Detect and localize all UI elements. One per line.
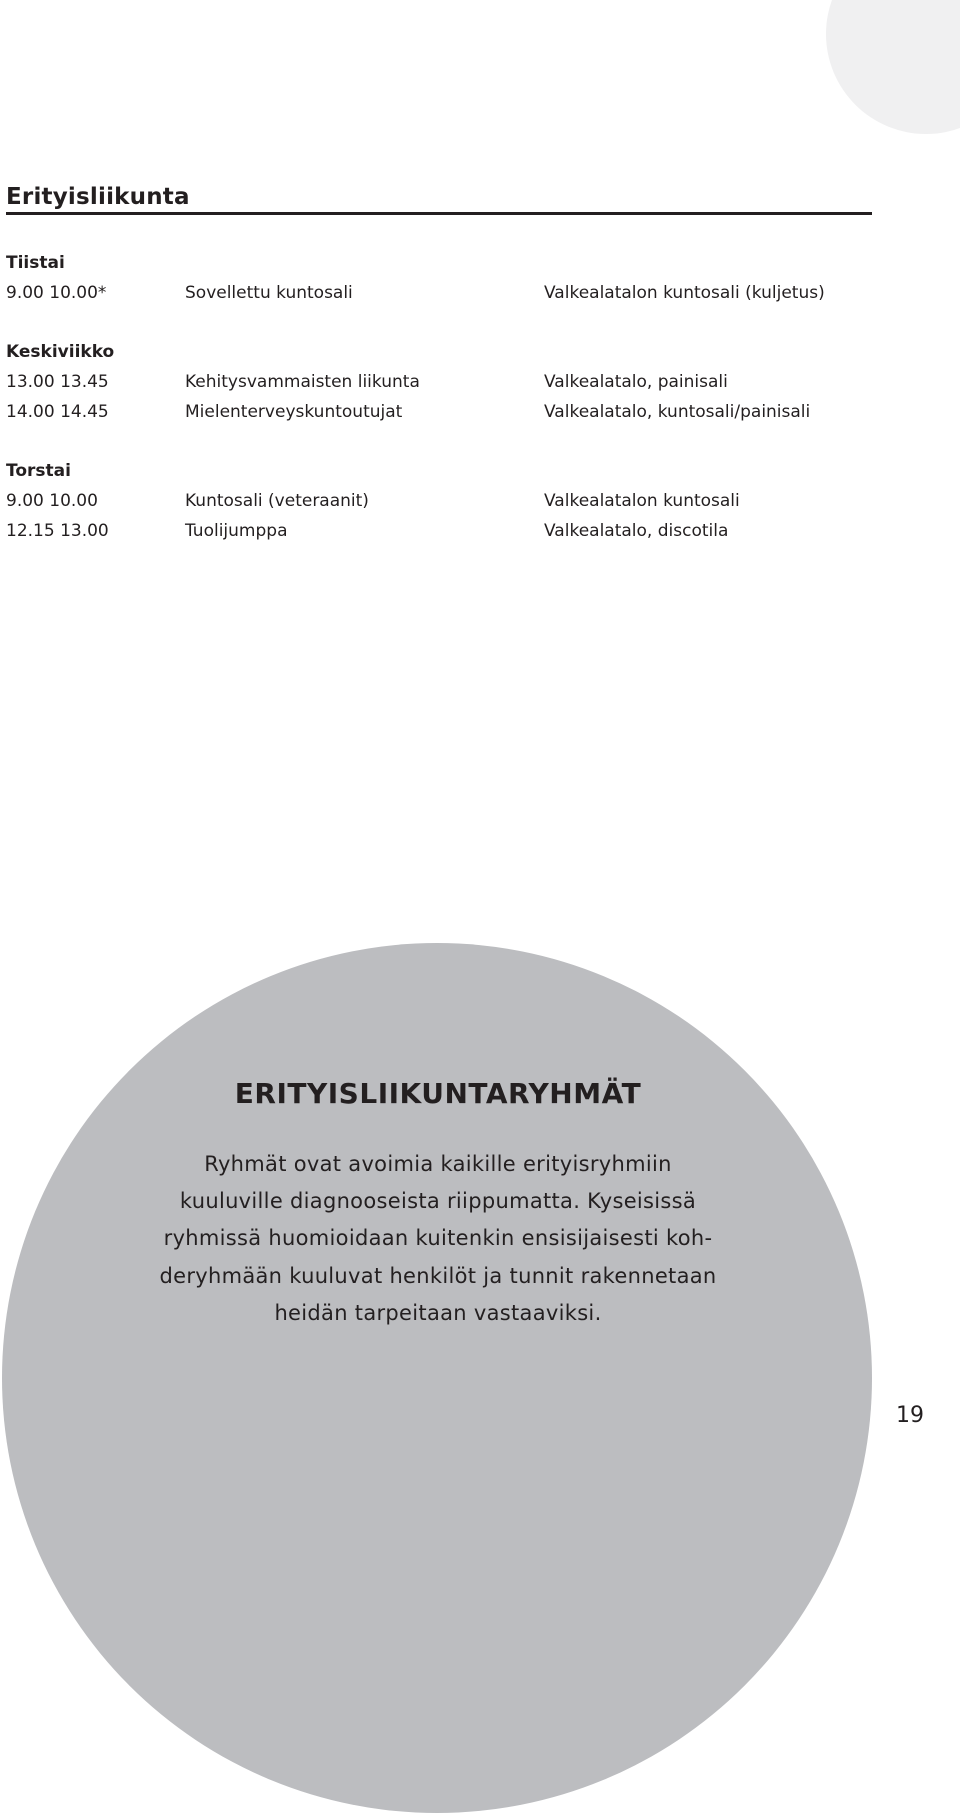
info-circle-text-line: heidän tarpeitaan vastaaviksi. <box>274 1301 602 1325</box>
row-time: 12.15 13.00 <box>6 521 109 541</box>
info-circle-text-line: deryhmään kuuluvat henkilöt ja tunnit rakennetaan <box>159 1264 717 1288</box>
section-title: Erityisliikunta <box>6 184 190 210</box>
day-heading-keskiviikko: Keskiviikko <box>6 342 115 362</box>
info-circle-title: ERITYISLIIKUNTARYHMÄT <box>234 1077 642 1110</box>
row-place: Valkealatalo, discotila <box>544 521 729 541</box>
row-activity: Tuolijumppa <box>185 521 288 541</box>
info-circle-text-line: kuuluville diagnooseista riippumatta. Kyseisissä <box>179 1189 697 1213</box>
row-place: Valkealatalon kuntosali <box>544 491 740 511</box>
info-circle-background <box>2 943 872 1813</box>
row-activity: Mielenterveyskuntoutujat <box>185 402 403 422</box>
day-heading-tiistai: Tiistai <box>6 253 65 273</box>
info-circle-text-line: Ryhmät ovat avoimia kaikille erityisryhmiin <box>204 1152 672 1176</box>
schedule-row <box>0 491 960 515</box>
day-heading-torstai: Torstai <box>6 461 71 481</box>
row-activity: Kehitysvammaisten liikunta <box>185 372 420 392</box>
schedule-row <box>0 372 960 396</box>
row-time: 9.00 10.00 <box>6 491 98 511</box>
row-time: 14.00 14.45 <box>6 402 109 422</box>
schedule-row <box>0 402 960 426</box>
page-number: 19 <box>896 1403 924 1428</box>
row-activity: Sovellettu kuntosali <box>185 283 353 303</box>
schedule-row <box>0 283 960 307</box>
row-place: Valkealatalon kuntosali (kuljetus) <box>544 283 825 303</box>
title-underline <box>6 212 872 215</box>
schedule-row <box>0 521 960 545</box>
info-circle-text-line: ryhmissä huomioidaan kuitenkin ensisijaisesti koh- <box>163 1226 713 1250</box>
corner-decoration <box>826 0 960 134</box>
row-activity: Kuntosali (veteraanit) <box>185 491 369 511</box>
row-time: 13.00 13.45 <box>6 372 109 392</box>
row-place: Valkealatalo, painisali <box>544 372 728 392</box>
row-time: 9.00 10.00* <box>6 283 107 303</box>
row-place: Valkealatalo, kuntosali/painisali <box>544 402 811 422</box>
